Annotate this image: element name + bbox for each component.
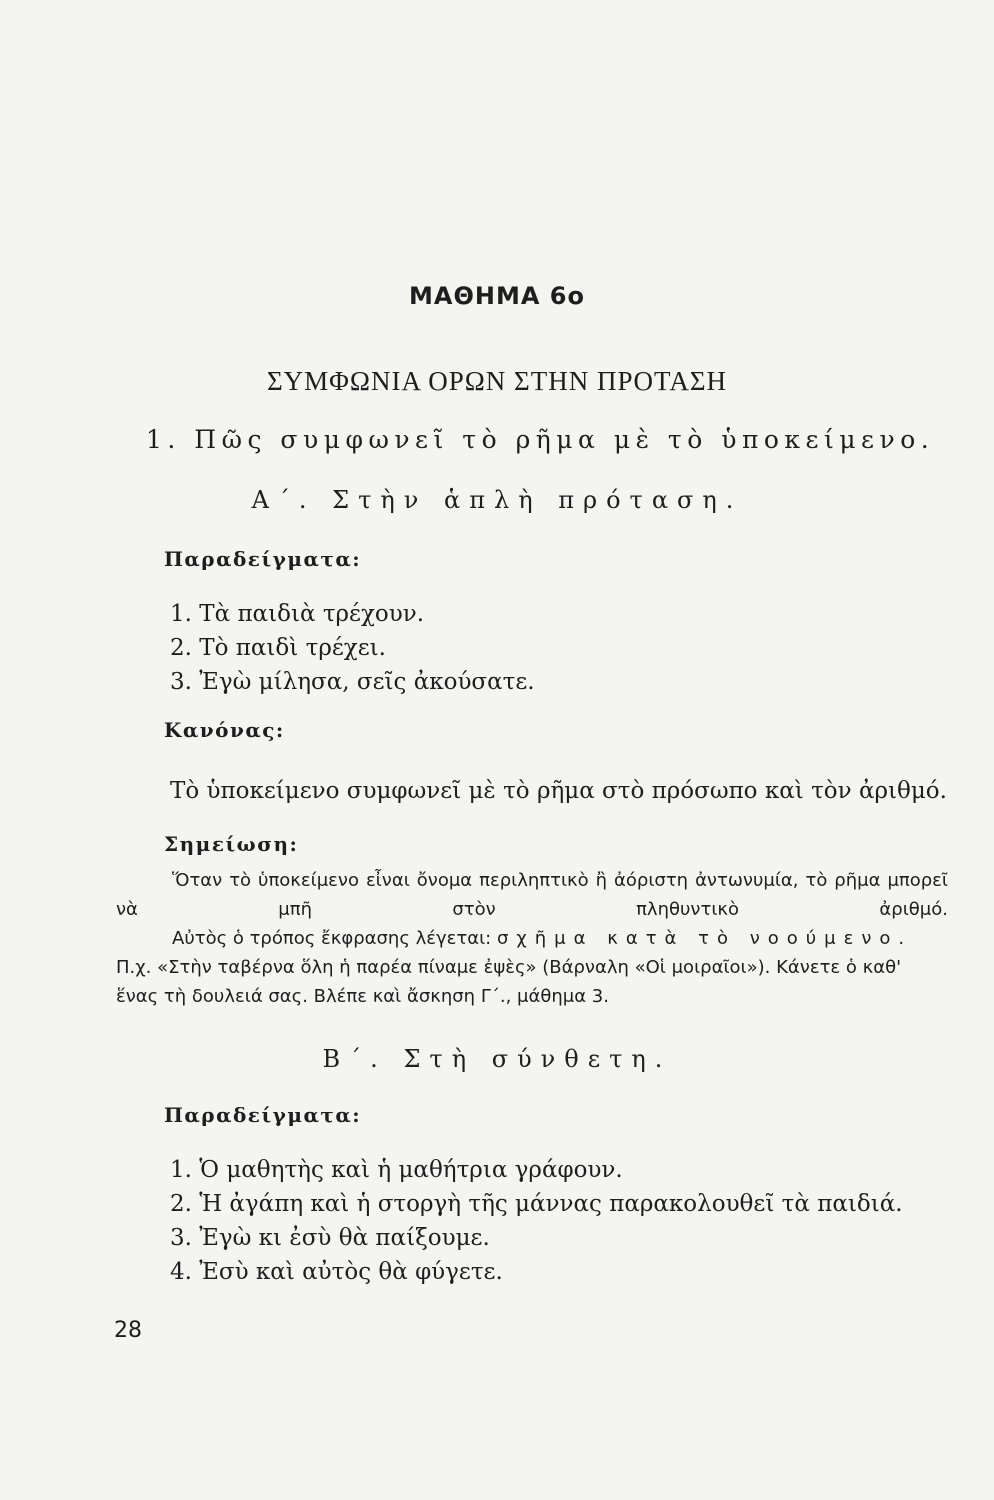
list-item: 2. Ἡ ἀγάπη καὶ ἡ στοργὴ τῆς μάννας παρακολουθεῖ τὰ παιδιά. bbox=[170, 1191, 903, 1217]
chapter-title: ΣΥΜΦΩΝΙΑ ΟΡΩΝ ΣΤΗΝ ΠΡΟΤΑΣΗ bbox=[266, 366, 728, 396]
section-b-examples-heading: Παραδείγματα: bbox=[164, 1103, 362, 1127]
section-b-title: Β΄. Στὴ σύνθετη. bbox=[322, 1045, 672, 1073]
note-paragraph: Ὅταν τὸ ὑποκείμενο εἶναι ὄνομα περιληπτικὸ ἢ ἀόριστη ἀντωνυμία, τὸ ρῆμα μπορεῖ νὰ μπῆ στὸν πληθυντικὸ ἀριθμό. bbox=[116, 870, 948, 920]
list-item: 3. Ἐγὼ κι ἐσὺ θὰ παίξουμε. bbox=[170, 1225, 490, 1251]
note-heading: Σημείωση: bbox=[164, 832, 299, 856]
rule-heading: Κανόνας: bbox=[164, 718, 285, 742]
note-term: σχῆμα κατὰ τὸ νοούμενο. bbox=[496, 928, 913, 949]
note-p2-end: Π.χ. «Στὴν ταβέρνα ὅλη ἡ παρέα πίναμε ἐψὲς» (Βάρναλη «Οἱ μοιραῖοι»). Κάνετε ὁ καθ' ἕνας τὴ δουλειά σας. Βλέπε καὶ ἄσκηση Γ΄., μάθημα 3. bbox=[116, 957, 902, 1007]
note-paragraph-2 bbox=[116, 924, 948, 1011]
section-b-example-list bbox=[170, 1153, 903, 1289]
list-item: 4. Ἐσὺ καὶ αὐτὸς θὰ φύγετε. bbox=[170, 1259, 503, 1285]
question-heading: 1. Πῶς συμφωνεῖ τὸ ρῆμα μὲ τὸ ὑποκείμενο. bbox=[146, 425, 935, 454]
section-a-example-list bbox=[170, 597, 535, 699]
section-a-examples-heading: Παραδείγματα: bbox=[164, 547, 362, 571]
note-p2-start: Αὐτὸς ὁ τρόπος ἔκφρασης λέγεται: bbox=[172, 928, 497, 949]
rule-text: Τὸ ὑποκείμενο συμφωνεῖ μὲ τὸ ρῆμα στὸ πρόσωπο καὶ τὸν ἀριθμό. bbox=[170, 778, 947, 804]
list-item: 2. Τὸ παιδὶ τρέχει. bbox=[170, 635, 386, 661]
list-item: 1. Τὰ παιδιὰ τρέχουν. bbox=[170, 601, 425, 627]
section-a-title: Α΄. Στὴν ἁπλὴ πρόταση. bbox=[251, 486, 743, 514]
lesson-title: ΜΑΘΗΜΑ 6ο bbox=[409, 282, 585, 310]
page-number: 28 bbox=[114, 1318, 142, 1343]
list-item: 1. Ὁ μαθητὴς καὶ ἡ μαθήτρια γράφουν. bbox=[170, 1157, 623, 1183]
list-item: 3. Ἐγὼ μίλησα, σεῖς ἀκούσατε. bbox=[170, 669, 535, 695]
note-body bbox=[116, 866, 948, 1011]
